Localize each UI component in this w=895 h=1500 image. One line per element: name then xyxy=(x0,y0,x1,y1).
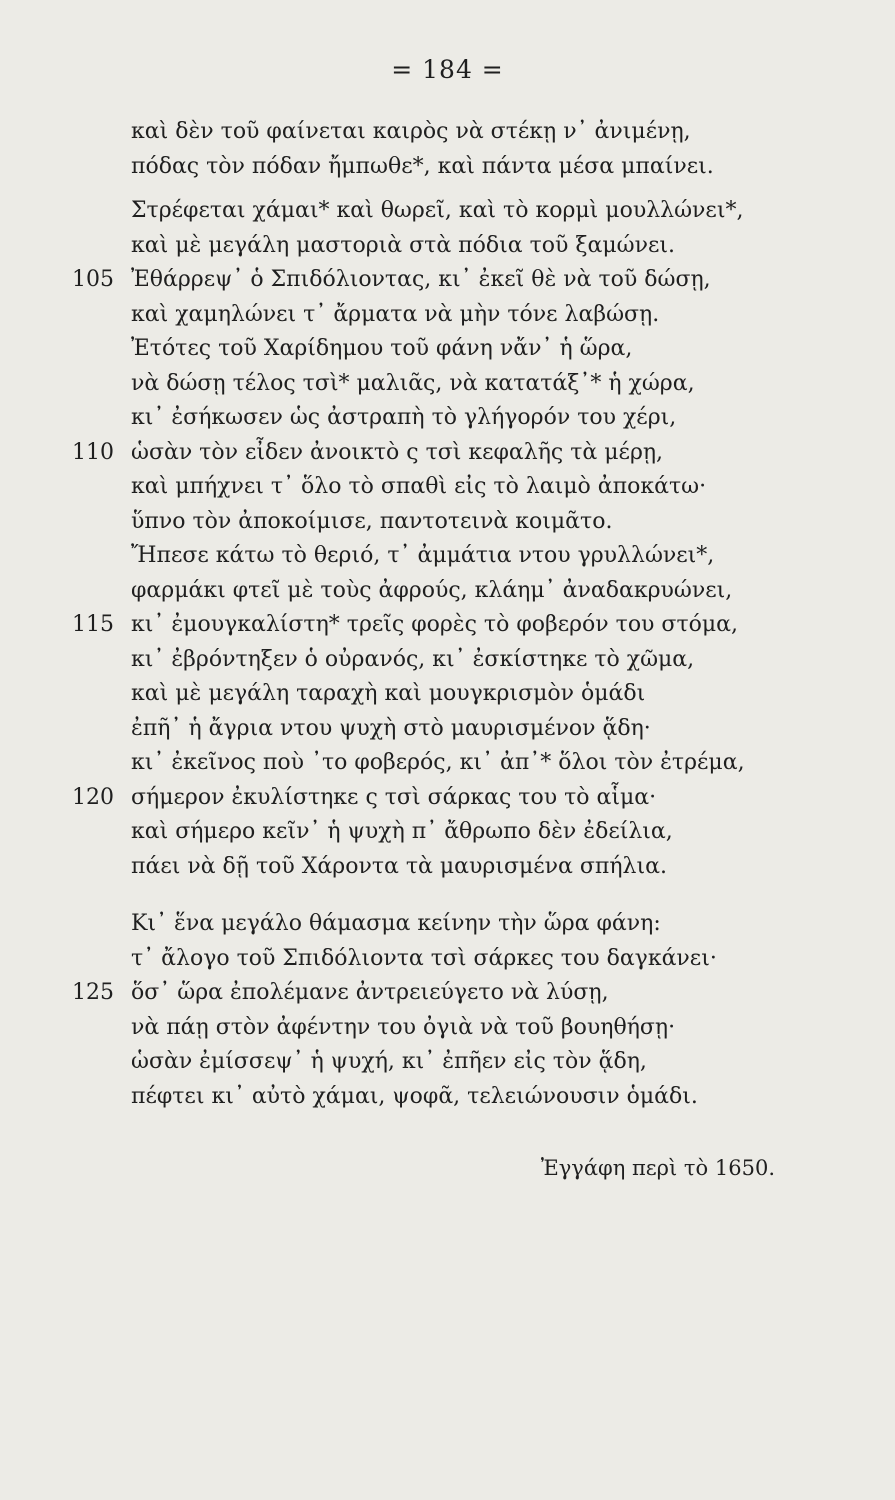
verse-text: κι᾽ ἐκεῖνος ποὺ ᾽το φοβερός, κι᾽ ἀπ᾽* ὅλοι τὸν ἐτρέμα, xyxy=(131,750,745,775)
verse-text: καὶ χαμηλώνει τ᾽ ἄρματα νὰ μὴν τόνε λαβώσῃ. xyxy=(131,301,660,327)
source-note: Ἐγγάφη περὶ τὸ 1650. xyxy=(540,1156,775,1180)
verse-text: Ἐθάρρεψ᾽ ὁ Σπιδόλιοντας, κι᾽ ἐκεῖ θὲ νὰ τοῦ δώσῃ, xyxy=(131,267,711,292)
verse-text: Ἤπεσε κάτω τὸ θεριό, τ᾽ ἀμμάτια ντου γρυλλώνει*, xyxy=(131,543,715,568)
verse-text: κι᾽ ἐσήκωσεν ὡς ἀστραπὴ τὸ γλήγορόν του χέρι, xyxy=(131,405,677,430)
verse-line xyxy=(0,1075,895,1119)
verse-text: πόδας τὸν πόδαν ἤμπωθε*, καὶ πάντα μέσα μπαίνει. xyxy=(131,153,714,179)
verse-text: νὰ δώσῃ τέλος τσὶ* μαλιᾶς, νὰ κατατάξ᾽* ἡ χώρα, xyxy=(131,370,695,396)
verse-line xyxy=(0,845,895,889)
verse-text: Ἐτότες τοῦ Χαρίδημου τοῦ φάνη νἄν᾽ ἡ ὥρα, xyxy=(131,336,633,361)
verse-text: Στρέφεται χάμαι* καὶ θωρεῖ, καὶ τὸ κορμὶ μουλλώνει*, xyxy=(131,198,744,223)
verse-text: ἐπῆ᾽ ἡ ἄγρια ντου ψυχὴ στὸ μαυρισμένον ᾅδη· xyxy=(131,715,651,741)
verse-text: καὶ μπήχνει τ᾽ ὅλο τὸ σπαθὶ εἰς τὸ λαιμὸ ἀποκάτω· xyxy=(131,474,707,499)
verse-text: πέφτει κι᾽ αὐτὸ χάμαι, ψοφᾶ, τελειώνουσιν ὁμάδι. xyxy=(131,1083,698,1109)
verse-number: 125 xyxy=(72,980,114,1005)
verse-text: καὶ μὲ μεγάλη ταραχὴ καὶ μουγκρισμὸν ὁμάδι xyxy=(131,681,646,706)
verse-text: πάει νὰ δῇ τοῦ Χάροντα τὰ μαυρισμένα σπήλια. xyxy=(131,853,667,879)
verse-number: 115 xyxy=(72,612,114,637)
verse-number: 110 xyxy=(72,439,114,465)
verse-text: σήμερον ἐκυλίστηκε ς τσὶ σάρκας του τὸ αἷμα· xyxy=(131,784,657,810)
verse-line xyxy=(0,145,895,189)
verse-text: καὶ δὲν τοῦ φαίνεται καιρὸς νὰ στέκῃ ν᾽ ἀνιμένῃ, xyxy=(131,119,691,144)
verse-text: τ᾽ ἄλογο τοῦ Σπιδόλιοντα τσὶ σάρκες του δαγκάνει· xyxy=(131,945,717,971)
verse-text: ὡσὰν τὸν εἶδεν ἀνοικτὸ ς τσὶ κεφαλῆς τὰ μέρῃ, xyxy=(131,439,664,465)
verse-text: καὶ μὲ μεγάλη μαστοριὰ στὰ πόδια τοῦ ξαμώνει. xyxy=(131,232,675,258)
verse-text: Κι᾽ ἕνα μεγάλο θάμασμα κείνην τὴν ὥρα φάνη: xyxy=(131,911,661,936)
page-number: = 184 = xyxy=(391,55,504,84)
verse-text: νὰ πάῃ στὸν ἀφέντην του ὀγιὰ νὰ τοῦ βουηθήσῃ· xyxy=(131,1014,676,1040)
verse-text: φαρμάκι φτεῖ μὲ τοὺς ἀφρούς, κλάημ᾽ ἀναδακρυώνει, xyxy=(131,577,733,603)
verse-number: 120 xyxy=(72,784,114,810)
verse-number: 105 xyxy=(72,267,114,292)
verse-text: ὅσ᾽ ὥρα ἐπολέμανε ἀντρειεύγετο νὰ λύσῃ, xyxy=(131,980,609,1005)
verse-text: κι᾽ ἐμουγκαλίστη* τρεῖς φορὲς τὸ φοβερόν του στόμα, xyxy=(131,612,739,637)
verse-text: κι᾽ ἐβρόντηξεν ὁ οὐρανός, κι᾽ ἐσκίστηκε τὸ χῶμα, xyxy=(131,646,695,672)
verse-text: ὡσὰν ἐμίσσεψ᾽ ἡ ψυχή, κι᾽ ἐπῆεν εἰς τὸν ᾅδη, xyxy=(131,1049,647,1074)
verse-text: ὕπνο τὸν ἀποκοίμισε, παντοτεινὰ κοιμᾶτο. xyxy=(131,508,613,534)
verse-text: καὶ σήμερο κεῖν᾽ ἡ ψυχὴ π᾽ ἄθρωπο δὲν ἐδείλια, xyxy=(131,819,673,844)
